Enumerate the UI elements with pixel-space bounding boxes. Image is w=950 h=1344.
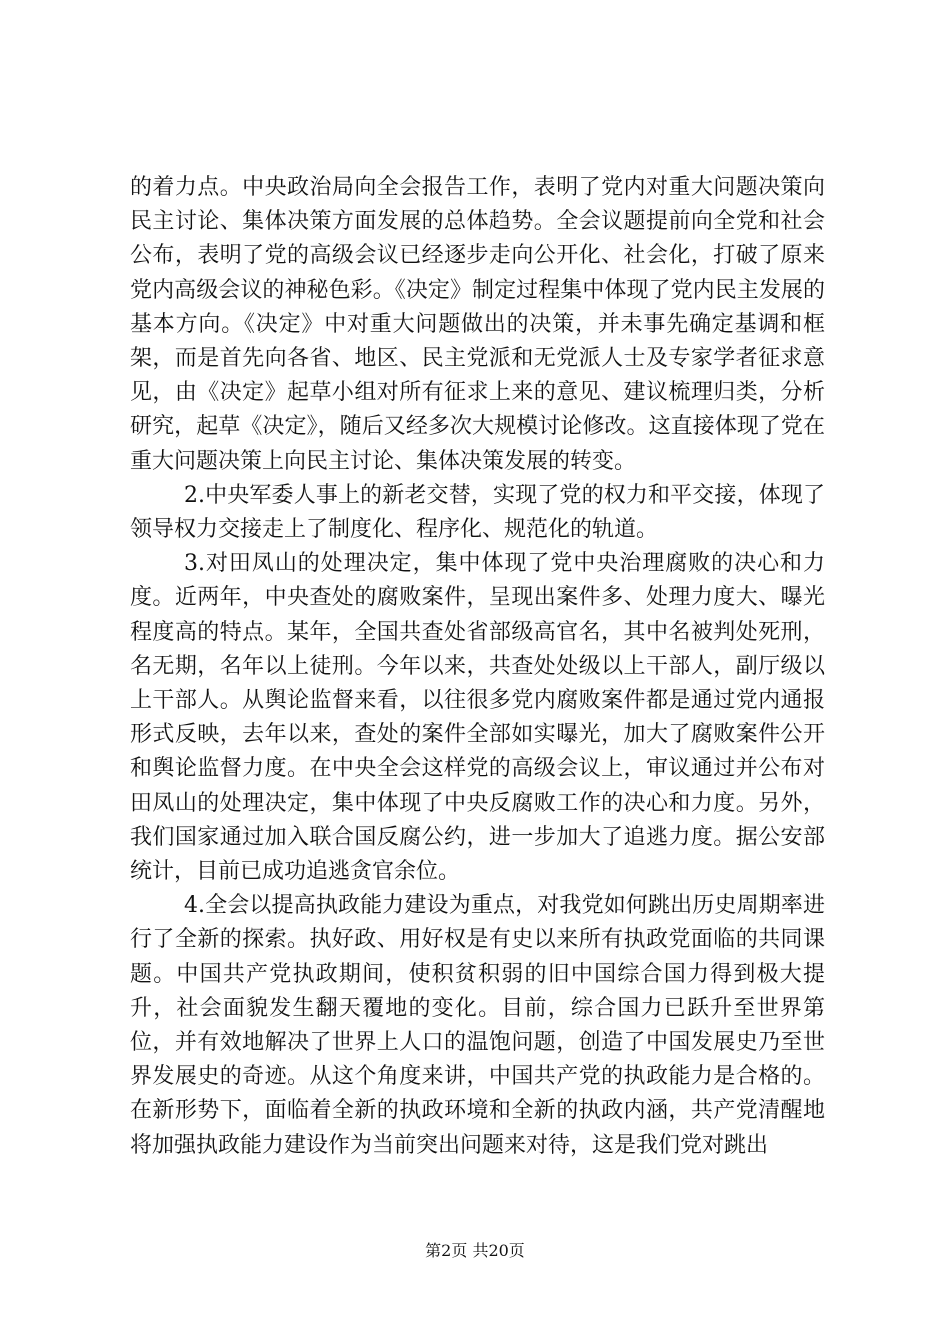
body-text: [130, 171, 825, 1163]
paragraph-1: 的着力点。中央政治局向全会报告工作，表明了党内对重大问题决策向民主讨论、集体决策方面发展的总体趋势。全会议题提前向全党和社会公布，表明了党的高级会议已经逐步走向公开化、社会化，打破了原来党内高级会议的神秘色彩。《决定》制定过程集中体现了党内民主发展的基本方向。《决定》中对重大问题做出的决策，并未事先确定基调和框架，而是首先向各省、地区、民主党派和无党派人士及专家学者征求意见，由《决定》起草小组对所有征求上来的意见、建议梳理归类，分析研究，起草《决定》，随后又经多次大规模讨论修改。这直接体现了党在重大问题决策上向民主讨论、集体决策发展的转变。: [130, 175, 825, 474]
page-footer: 第2页 共20页: [425, 1241, 525, 1260]
paragraph-2: 2.中央军委人事上的新老交替，实现了党的权力和平交接，体现了领导权力交接走上了制度化、程序化、规范化的轨道。: [130, 482, 825, 543]
paragraph-3: 3.对田凤山的处理决定，集中体现了党中央治理腐败的决心和力度。近两年，中央查处的腐败案件，呈现出案件多、处理力度大、曝光程度高的特点。某年，全国共查处省部级高官名，其中名被判处死刑，名无期，名年以上徒刑。今年以来，共查处处级以上干部人，副厅级以上干部人。从舆论监督来看，以往很多党内腐败案件都是通过党内通报形式反映，去年以来，查处的案件全部如实曝光，加大了腐败案件公开和舆论监督力度。在中央全会这样党的高级会议上，审议通过并公布对田凤山的处理决定，集中体现了中央反腐败工作的决心和力度。另外，我们国家通过加入联合国反腐公约，进一步加大了追逃力度。据公安部统计，目前已成功追逃贪官余位。: [130, 551, 825, 885]
paragraph-4: 4.全会以提高执政能力建设为重点，对我党如何跳出历史周期率进行了全新的探索。执好政、用好权是有史以来所有执政党面临的共同课题。中国共产党执政期间，使积贫积弱的旧中国综合国力得到极大提升，社会面貌发生翻天覆地的变化。目前，综合国力已跃升至世界第位，并有效地解决了世界上人口的温饱问题，创造了中国发展史乃至世界发展史的奇迹。从这个角度来讲，中国共产党的执政能力是合格的。在新形势下，面临着全新的执政环境和全新的执政内涵，共产党清醒地将加强执政能力建设作为当前突出问题来对待，这是我们党对跳出: [130, 893, 825, 1158]
